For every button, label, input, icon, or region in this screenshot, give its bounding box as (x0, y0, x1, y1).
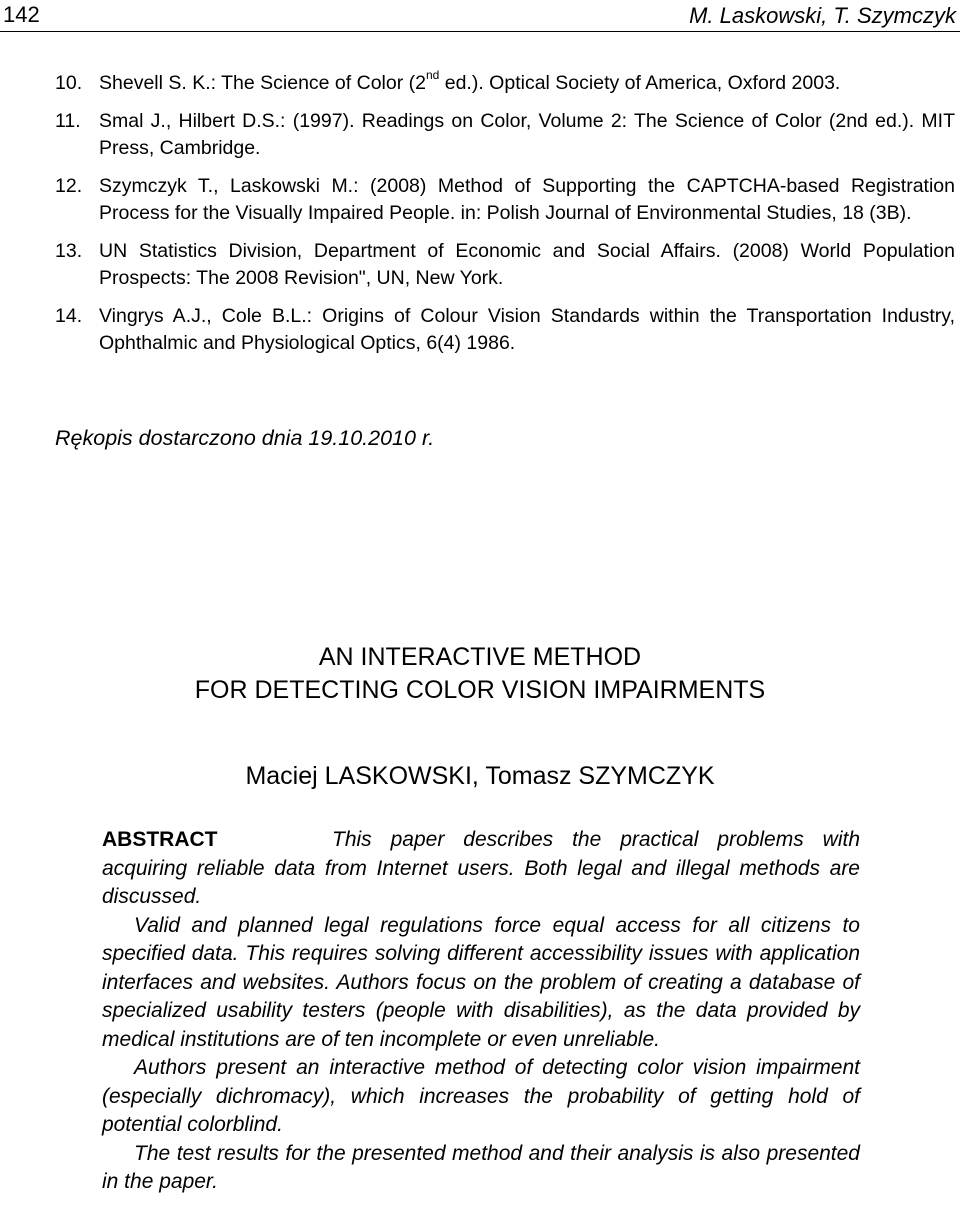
paper-authors: Maciej LASKOWSKI, Tomasz SZYMCZYK (245, 762, 715, 790)
abstract (102, 826, 860, 1197)
reference-item (55, 238, 955, 292)
paper-title (0, 641, 960, 707)
reference-number: 11. (55, 110, 81, 132)
page-number: 142 (3, 2, 40, 27)
reference-number: 14. (55, 305, 83, 327)
received-date-note: Rękopis dostarczono dnia 19.10.2010 r. (55, 426, 435, 450)
reference-text: Vingrys A.J., Cole B.L.: Origins of Colour Vision Standards within the Transportation Industry, Ophthalmic and Physiological Optics, 6(4) 1986. (99, 305, 955, 354)
title-line: FOR DETECTING COLOR VISION IMPAIRMENTS (194, 676, 766, 704)
reference-item (55, 67, 955, 97)
abstract-paragraph: Authors present an interactive method of detecting color vision impairment (especially dichromacy), which increases the probability of getting hold of potential colorblind. (102, 1056, 860, 1136)
superscript: nd (425, 67, 440, 82)
header-rule (0, 31, 960, 32)
reference-list (55, 67, 955, 368)
reference-text: Smal J., Hilbert D.S.: (1997). Readings on Color, Volume 2: The Science of Color (2nd ed.). MIT Press, Cambridge. (99, 110, 955, 159)
reference-number: 12. (55, 175, 83, 197)
reference-item (55, 303, 955, 357)
title-line: AN INTERACTIVE METHOD (318, 643, 642, 671)
abstract-paragraph: ABSTRACT This paper describes the practical problems with acquiring reliable data from Internet users. Both legal and illegal methods are discussed. (102, 828, 860, 908)
reference-text: Shevell S. K.: The Science of Color (2nd ed.). Optical Society of America, Oxford 2003. (99, 67, 841, 94)
abstract-label: ABSTRACT (102, 828, 218, 851)
abstract-paragraph: The test results for the presented method and their analysis is also presented in the paper. (102, 1141, 860, 1193)
abstract-paragraph: Valid and planned legal regulations force equal access for all citizens to specified data. This requires solving different accessibility issues with application interfaces and websites. Authors focus on the problem of creating a database of specialized usability testers (people with disabilities), as the data provided by medical institutions are of ten incomplete or even unreliable. (102, 913, 860, 1051)
reference-item (55, 108, 955, 162)
reference-number: 13. (55, 240, 83, 262)
page-header (0, 0, 960, 36)
reference-text: UN Statistics Division, Department of Economic and Social Affairs. (2008) World Population Prospects: The 2008 Revision", UN, New York. (99, 240, 955, 289)
running-authors: M. Laskowski, T. Szymczyk (689, 3, 956, 28)
reference-item (55, 173, 955, 227)
reference-number: 10. (55, 72, 83, 94)
reference-text: Szymczyk T., Laskowski M.: (2008) Method of Supporting the CAPTCHA-based Registration Process for the Visually Impaired People. in: Polish Journal of Environmental Studies, 18 (3B). (99, 175, 955, 224)
